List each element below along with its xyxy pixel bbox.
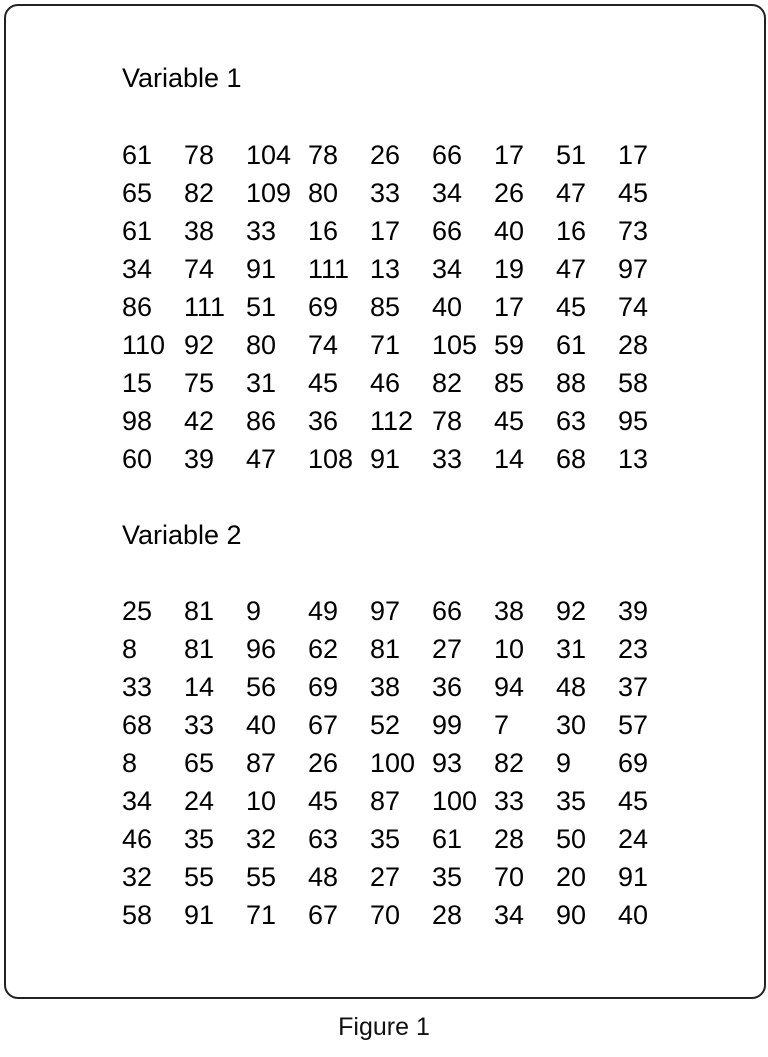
value-cell: 42 [184,406,215,436]
value-cell: 32 [122,862,153,892]
value-cell: 33 [432,444,463,474]
value-cell: 45 [308,368,339,398]
value-cell: 74 [308,330,339,360]
value-cell: 85 [370,292,401,322]
value-cell: 80 [246,330,277,360]
value-cell: 71 [246,900,277,930]
value-cell: 33 [246,216,277,246]
value-cell: 91 [246,254,277,284]
value-cell: 17 [494,140,525,170]
variable-1-grid [122,136,680,478]
value-cell: 82 [184,178,215,208]
value-cell: 66 [432,140,463,170]
value-cell: 40 [618,900,649,930]
value-cell: 35 [556,786,587,816]
value-cell: 58 [122,900,153,930]
value-cell: 91 [618,862,649,892]
value-cell: 39 [184,444,215,474]
value-cell: 78 [308,140,339,170]
value-cell: 14 [494,444,525,474]
value-cell: 61 [432,824,463,854]
value-cell: 46 [122,824,153,854]
value-cell: 40 [432,292,463,322]
value-cell: 111 [308,254,350,284]
value-cell: 92 [184,330,215,360]
value-cell: 19 [494,254,525,284]
value-cell: 104 [246,140,292,170]
value-cell: 8 [122,748,138,778]
value-cell: 78 [432,406,463,436]
value-cell: 70 [494,862,525,892]
value-cell: 81 [184,596,215,626]
value-cell: 24 [618,824,649,854]
value-cell: 35 [370,824,401,854]
value-cell: 80 [308,178,339,208]
value-cell: 51 [246,292,277,322]
value-cell: 91 [370,444,401,474]
value-cell: 47 [556,178,587,208]
value-cell: 73 [618,216,649,246]
value-cell: 61 [122,216,153,246]
value-cell: 20 [556,862,587,892]
value-cell: 91 [184,900,215,930]
value-cell: 58 [618,368,649,398]
value-cell: 65 [184,748,215,778]
value-cell: 38 [184,216,215,246]
value-cell: 16 [556,216,587,246]
value-cell: 69 [308,292,339,322]
value-cell: 86 [122,292,153,322]
value-cell: 62 [308,634,339,664]
value-cell: 94 [494,672,525,702]
value-cell: 97 [370,596,401,626]
value-cell: 10 [246,786,277,816]
value-cell: 10 [494,634,525,664]
value-cell: 45 [618,178,649,208]
value-cell: 36 [308,406,339,436]
value-cell: 66 [432,596,463,626]
value-cell: 105 [432,330,478,360]
value-cell: 34 [494,900,525,930]
value-cell: 82 [494,748,525,778]
value-cell: 24 [184,786,215,816]
figure-caption: Figure 1 [338,1013,430,1041]
value-cell: 45 [494,406,525,436]
value-cell: 46 [370,368,401,398]
value-cell: 47 [556,254,587,284]
value-cell: 78 [184,140,215,170]
value-cell: 63 [556,406,587,436]
value-cell: 28 [618,330,649,360]
value-cell: 31 [246,368,277,398]
variable-1-title: Variable 1 [122,63,242,93]
value-cell: 51 [556,140,587,170]
value-cell: 96 [246,634,277,664]
value-cell: 17 [618,140,649,170]
value-cell: 50 [556,824,587,854]
value-cell: 65 [122,178,153,208]
value-cell: 68 [556,444,587,474]
value-cell: 74 [184,254,215,284]
value-cell: 31 [556,634,587,664]
value-cell: 75 [184,368,215,398]
value-cell: 27 [370,862,401,892]
value-cell: 100 [370,748,416,778]
value-cell: 8 [122,634,138,664]
value-cell: 34 [122,786,153,816]
value-cell: 68 [122,710,153,740]
value-cell: 16 [308,216,339,246]
value-cell: 13 [370,254,401,284]
value-cell: 90 [556,900,587,930]
value-cell: 33 [122,672,153,702]
value-cell: 14 [184,672,215,702]
value-cell: 34 [122,254,153,284]
value-cell: 45 [556,292,587,322]
value-cell: 35 [432,862,463,892]
value-cell: 67 [308,710,339,740]
value-cell: 40 [494,216,525,246]
value-cell: 38 [494,596,525,626]
value-cell: 98 [122,406,153,436]
value-cell: 39 [618,596,649,626]
value-cell: 26 [494,178,525,208]
value-cell: 97 [618,254,649,284]
value-cell: 27 [432,634,463,664]
value-cell: 25 [122,596,153,626]
value-cell: 95 [618,406,649,436]
value-cell: 55 [184,862,215,892]
value-cell: 63 [308,824,339,854]
value-cell: 111 [184,292,226,322]
value-cell: 100 [432,786,478,816]
value-cell: 108 [308,444,354,474]
value-cell: 74 [618,292,649,322]
value-cell: 17 [370,216,401,246]
value-cell: 33 [370,178,401,208]
value-cell: 33 [494,786,525,816]
value-cell: 17 [494,292,525,322]
value-cell: 87 [370,786,401,816]
value-cell: 56 [246,672,277,702]
value-cell: 47 [246,444,277,474]
value-cell: 9 [556,748,572,778]
value-cell: 99 [432,710,463,740]
value-cell: 110 [122,330,166,360]
value-cell: 34 [432,254,463,284]
value-cell: 9 [246,596,262,626]
value-cell: 57 [618,710,649,740]
value-cell: 93 [432,748,463,778]
value-cell: 28 [494,824,525,854]
value-cell: 32 [246,824,277,854]
value-cell: 7 [494,710,510,740]
value-cell: 48 [556,672,587,702]
value-cell: 61 [556,330,587,360]
value-cell: 112 [370,406,414,436]
value-cell: 67 [308,900,339,930]
value-cell: 59 [494,330,525,360]
value-cell: 38 [370,672,401,702]
value-cell: 70 [370,900,401,930]
value-cell: 35 [184,824,215,854]
value-cell: 26 [308,748,339,778]
value-cell: 33 [184,710,215,740]
value-cell: 49 [308,596,339,626]
value-cell: 23 [618,634,649,664]
value-cell: 81 [184,634,215,664]
value-cell: 87 [246,748,277,778]
value-cell: 48 [308,862,339,892]
value-cell: 71 [370,330,401,360]
value-cell: 45 [618,786,649,816]
value-cell: 45 [308,786,339,816]
variable-2-grid [122,592,680,934]
value-cell: 88 [556,368,587,398]
value-cell: 55 [246,862,277,892]
value-cell: 52 [370,710,401,740]
value-cell: 60 [122,444,153,474]
value-cell: 37 [618,672,649,702]
value-cell: 28 [432,900,463,930]
value-cell: 82 [432,368,463,398]
value-cell: 66 [432,216,463,246]
value-cell: 92 [556,596,587,626]
value-cell: 13 [618,444,649,474]
value-cell: 15 [122,368,153,398]
value-cell: 86 [246,406,277,436]
value-cell: 69 [618,748,649,778]
value-cell: 34 [432,178,463,208]
value-cell: 85 [494,368,525,398]
value-cell: 40 [246,710,277,740]
value-cell: 81 [370,634,401,664]
value-cell: 30 [556,710,587,740]
value-cell: 61 [122,140,153,170]
value-cell: 109 [246,178,292,208]
value-cell: 26 [370,140,401,170]
value-cell: 69 [308,672,339,702]
value-cell: 36 [432,672,463,702]
variable-2-title: Variable 2 [122,520,242,550]
